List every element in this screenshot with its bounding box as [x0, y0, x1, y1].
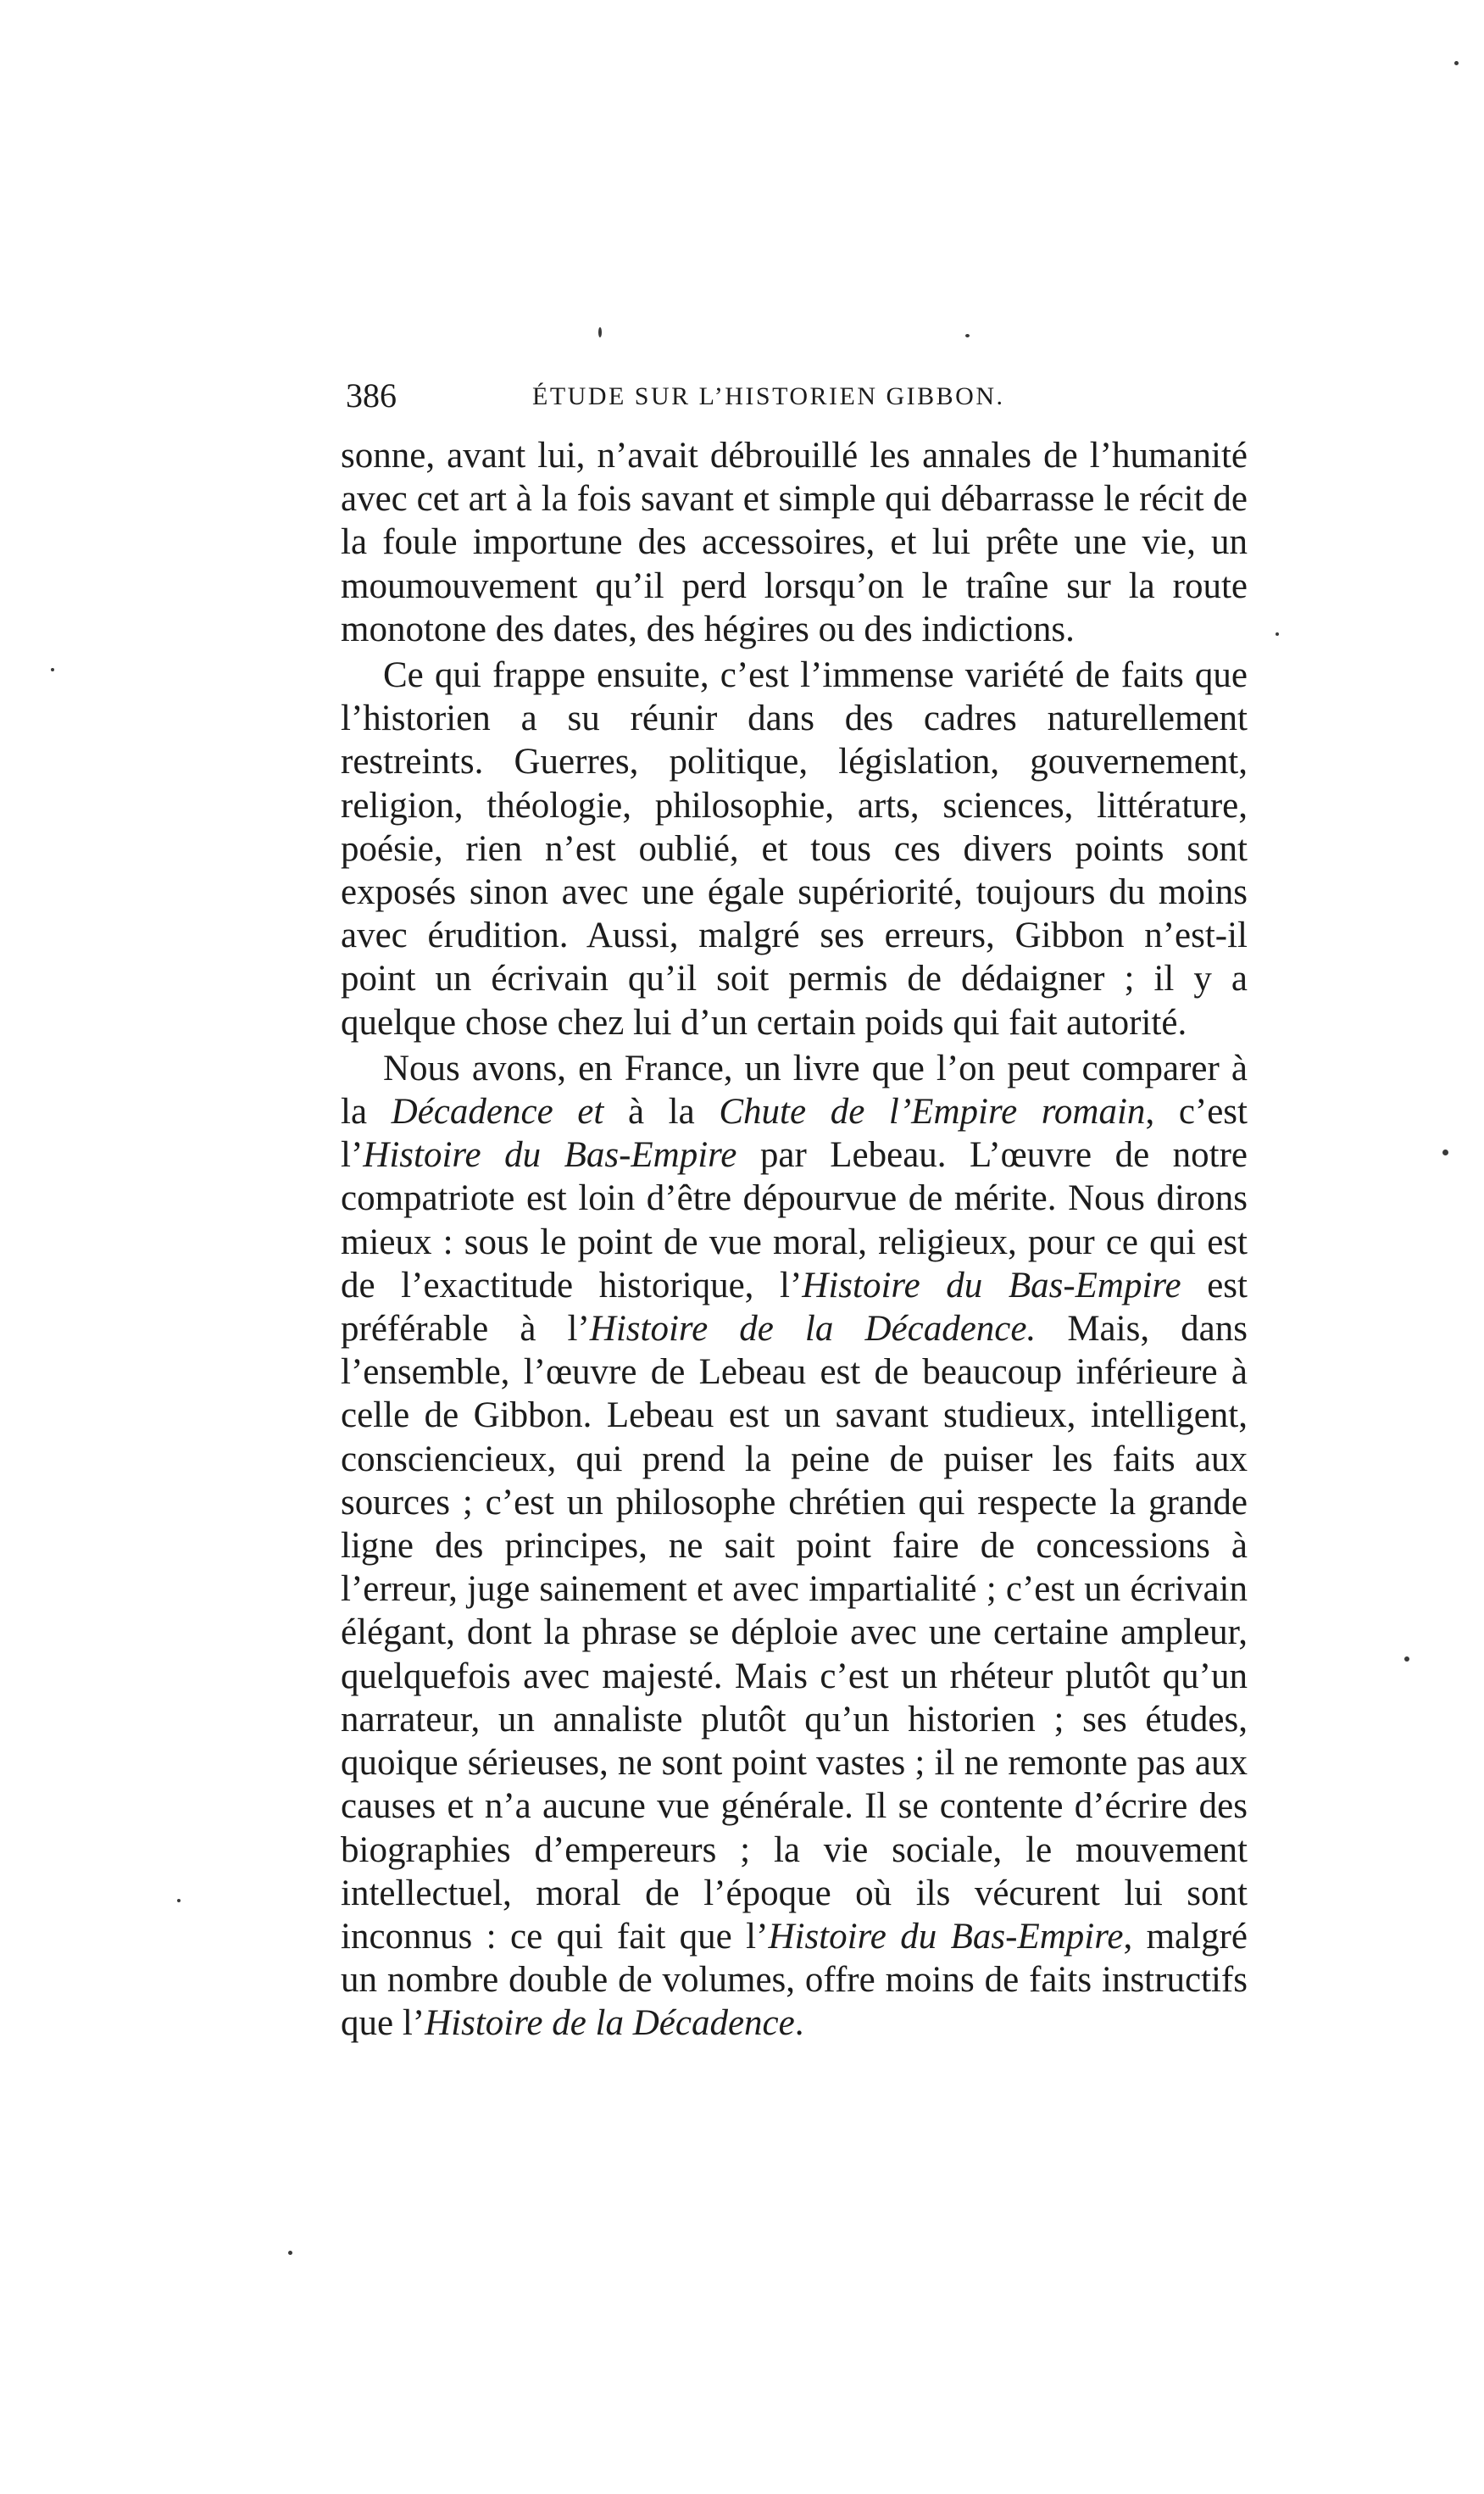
- scan-speck: [51, 668, 54, 671]
- paragraph: [341, 654, 1248, 1044]
- italic-text: Décadence et: [391, 1092, 604, 1133]
- scan-speck: [1454, 61, 1459, 65]
- scan-speck: [177, 1899, 181, 1902]
- italic-text: Histoire de la Décadence: [425, 2003, 795, 2044]
- scan-speck: [1442, 1150, 1448, 1155]
- text-run: , malgré un nombre double de volumes, offre moins de faits instructifs que l’: [341, 1916, 1248, 2044]
- text-run: à la: [603, 1092, 720, 1133]
- paragraph: [341, 434, 1248, 651]
- scan-speck: [1276, 632, 1279, 636]
- page-header: [346, 376, 1031, 426]
- scan-speck: [965, 334, 970, 337]
- italic-text: Histoire du Bas-Empire: [363, 1135, 737, 1176]
- italic-text: Histoire du Bas-Empire: [768, 1916, 1124, 1957]
- text-run: .: [794, 2003, 804, 2044]
- text-run: sonne, avant lui, n’avait débrouillé les annales de l’humanité avec cet art à la fois savant et simple qui débarrasse le récit de la foule importune des accessoires, et lui prête une vie, un moumouvement qu’il perd lorsqu’on le traîne sur la route monotone des dates, des hégires ou des indictions.: [341, 436, 1248, 649]
- scan-speck: [288, 2251, 292, 2255]
- italic-text: Chute de l’Empire romain: [719, 1092, 1146, 1133]
- italic-text: Histoire de la Décadence.: [589, 1309, 1037, 1350]
- text-run: par Lebeau. L’œuvre de notre compatriote est loin d’être dépourvue de mérite. Nous dirons mieux : sous le point de vue moral, religieux, pour ce qui est de l’exactitude historique, l’: [341, 1135, 1248, 1305]
- scan-speck: [1404, 1656, 1409, 1662]
- body-text: [341, 434, 1248, 2046]
- scan-speck: [598, 327, 602, 337]
- paragraph: [341, 1047, 1248, 2046]
- text-run: Mais, dans l’ensemble, l’œuvre de Lebeau est de beaucoup inférieure à celle de Gibbon. Lebeau est un savant studieux, intelligent, consciencieux, qui prend la peine de puiser les faits aux sources ; c’est un philosophe chrétien qui respecte la grande ligne des principes, ne sait point faire de concessions à l’erreur, juge sainement et avec impartialité ; c’est un écrivain élégant, dont la phrase se déploie avec une certaine ampleur, quelquefois avec majesté. Mais c’est un rhéteur plutôt qu’un narrateur, un annaliste plutôt qu’un historien ; ses études, quoique sérieuses, ne sont point vastes ; il ne remonte pas aux causes et n’a aucune vue générale. Il se contente d’écrire des biographies d’empereurs ; la vie sociale, le mouvement intellectuel, moral de l’époque où ils vécurent lui sont inconnus : ce qui fait que l’: [341, 1309, 1248, 1957]
- running-title: ÉTUDE SUR L’HISTORIEN GIBBON.: [532, 382, 1005, 410]
- text-run: Ce qui frappe ensuite, c’est l’immense variété de faits que l’historien a su réunir dans des cadres naturellement restreints. Guerres, politique, législation, gouvernement, religion, théologie, philosophie, arts, sciences, littérature, poésie, rien n’est oublié, et tous ces divers points sont exposés sinon avec une égale supériorité, toujours du moins avec érudition. Aussi, malgré ses erreurs, Gibbon n’est-il point un écrivain qu’il soit permis de dédaigner ; il y a quelque chose chez lui d’un certain poids qui fait autorité.: [341, 655, 1248, 1043]
- text-run: , c’est l’: [341, 1092, 1248, 1176]
- text-run: est préférable à l’: [341, 1265, 1248, 1350]
- text-run: Nous avons, en France, un livre que l’on peut comparer à la: [341, 1048, 1248, 1133]
- italic-text: Histoire du Bas-Empire: [802, 1265, 1181, 1305]
- page-number: 386: [346, 376, 397, 415]
